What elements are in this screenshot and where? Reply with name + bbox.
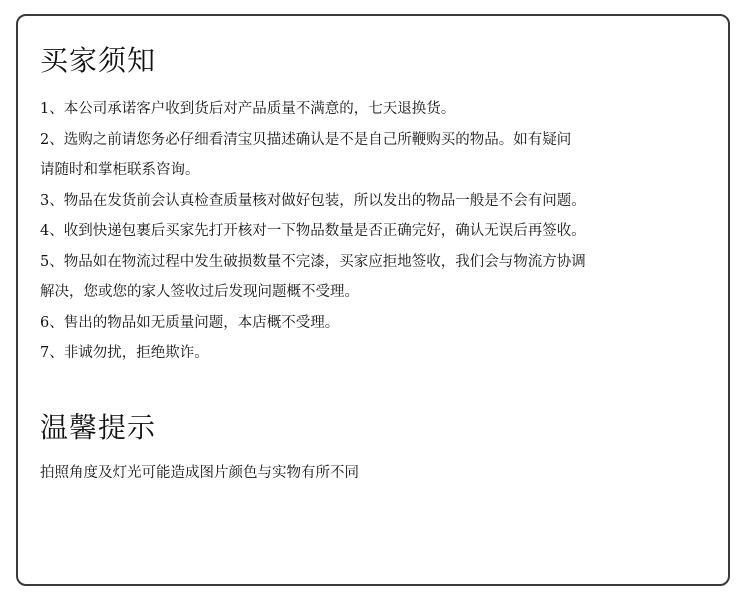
notice-item-1 <box>40 94 720 125</box>
notice-item-text-continued: 解决，您或您的家人签收过后发现问题概不受理。 <box>40 284 359 300</box>
notice-item-text-continued: 请随时和掌柜联系咨询。 <box>40 162 200 178</box>
notice-item-text: 3、物品在发货前会认真检查质量核对做好包装，所以发出的物品一般是不会有问题。 <box>40 192 586 209</box>
notice-item-3 <box>40 186 720 217</box>
notice-item-text: 6、售出的物品如无质量问题，本店概不受理。 <box>40 314 340 331</box>
buyer-notice-list <box>40 94 720 369</box>
notice-item-text: 2、选购之前请您务必仔细看清宝贝描述确认是不是自己所鞭购买的物品。如有疑问 <box>40 131 572 148</box>
notice-item-6 <box>40 308 720 339</box>
notice-item-text: 1、本公司承诺客户收到货后对产品质量不满意的，七天退换货。 <box>40 101 456 117</box>
notice-item-text: 5、物品如在物流过程中发生破损数量不完漆，买家应拒地签收，我们会与物流方协调 <box>40 253 586 270</box>
buyer-notice-title: 买家须知 <box>40 44 157 77</box>
info-card <box>16 14 730 586</box>
notice-item-4 <box>40 216 720 247</box>
notice-item-7 <box>40 338 720 369</box>
notice-item-text: 7、非诚勿扰，拒绝欺诈。 <box>40 345 209 361</box>
notice-item-2 <box>40 125 720 186</box>
warm-tips-text: 拍照角度及灯光可能造成图片颜色与实物有所不同 <box>40 465 359 481</box>
notice-item-5 <box>40 247 720 308</box>
notice-item-text: 4、收到快递包裹后买家先打开核对一下物品数量是否正确完好，确认无误后再签收。 <box>40 223 586 239</box>
warm-tips-title: 温馨提示 <box>40 411 157 444</box>
